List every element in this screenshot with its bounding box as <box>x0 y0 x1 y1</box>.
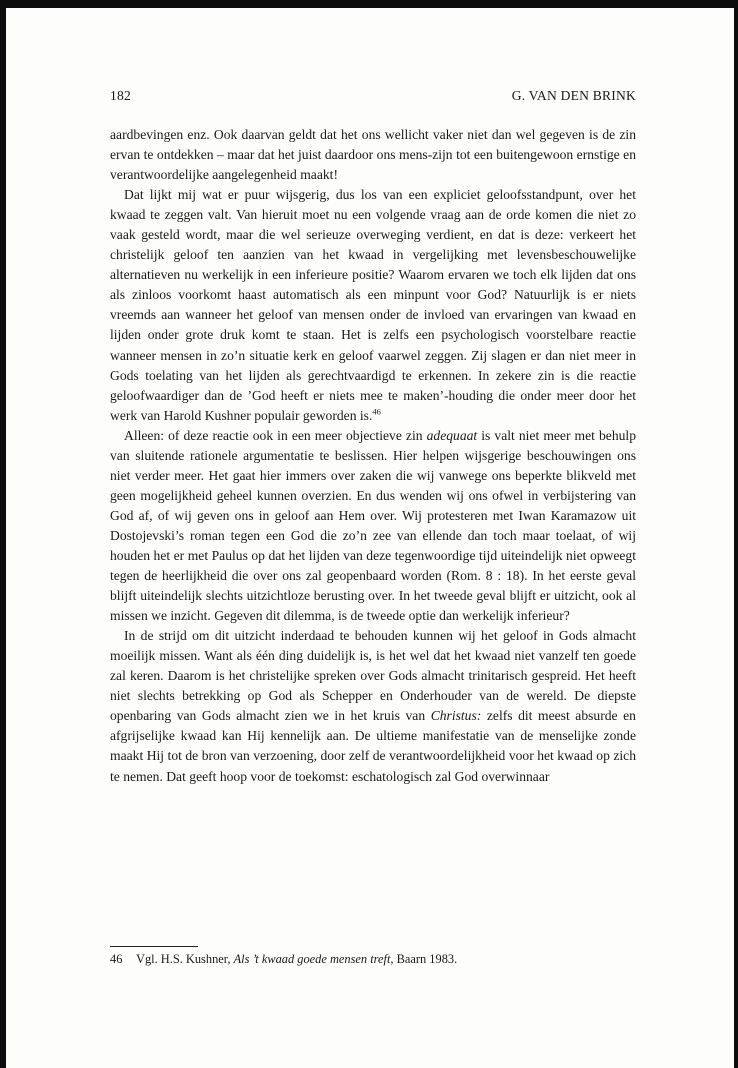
footnote-text-after: , Baarn 1983. <box>390 952 458 966</box>
paragraph-2-text: Dat lijkt mij wat er puur wijsgerig, dus los van een expliciet geloofsstandpunt, over het kwaad te zeggen valt. Van hieruit moet nu een volgende vraag aan de orde komen die niet zo vaak gesteld wordt, maar die wel serieuze overweging verdient, en dat is deze: verkeert het christelijk geloof ten aanzien van het kwaad in vergelijking met levensbeschouwelijke alternatieven nu werkelijk in een inferieure positie? Waarom ervaren we toch elk lijden dat ons als zinloos voorkomt haast automatisch als een minpunt voor God? Natuurlijk is er niets vreemds aan wanneer het geloof van mensen onder de invloed van ervaringen van kwaad en lijden onder grote druk komt te staan. Het is zelfs een psychologisch voorstelbare reactie wanneer mensen in zo’n situatie kerk en geloof vaarwel zeggen. Zij slagen er dan niet meer in Gods toelating van het lijden als gerechtvaardigd te erkennen. In zekere zin is die reactie geloofwaardiger dan de ’God heeft er niets mee te maken’-houding die onder meer door het werk van Harold Kushner populair geworden is. <box>110 187 636 423</box>
body-text <box>110 125 636 787</box>
paragraph-4 <box>110 626 636 786</box>
running-title: G. VAN DEN BRINK <box>511 88 636 103</box>
paragraph-4-text-after: zelfs dit meest absurde en afgrijselijke kwaad kan Hij kennelijk aan. De ultieme manifestatie van de menselijke zonde maakt Hij tot de bron van verzoening, door zelf de verantwoordelijkheid voor het kwaad op zich te nemen. Dat geeft hoop voor de toekomst: eschatologisch zal God overwinnaar <box>110 708 636 784</box>
paragraph-4-emphasis: Christus: <box>430 708 482 724</box>
paragraph-1 <box>110 125 636 185</box>
footnote-title: Als ’t kwaad goede mensen treft <box>233 952 391 966</box>
paragraph-1-text: aardbevingen enz. Ook daarvan geldt dat het ons wellicht vaker niet dan wel gegeven is de zin ervan te ontdekken – maar dat het juist daardoor ons mens-zijn tot een buitengewoon ernstige en verantwoordelijke aangelegenheid maakt! <box>110 127 636 183</box>
footnote-rule <box>110 946 198 947</box>
paragraph-4-text-before: In de strijd om dit uitzicht inderdaad te behouden kunnen wij het geloof in Gods almacht moeilijk missen. Want als één ding duidelijk is, is het wel dat het kwaad niet vanzelf ten goede zal keren. Daarom is het christelijke spreken over Gods almacht trinitarisch gespreid. Het heeft niet slechts betrekking op God als Schepper en Onderhouder van de wereld. De diepste openbaring van Gods almacht zien we in het kruis van <box>110 628 636 724</box>
footnote-text-before: Vgl. H.S. Kushner, <box>136 952 234 966</box>
paragraph-3-text-after: is valt niet meer met behulp van sluitende rationele argumentatie te beslissen. Hier helpen wijsgerige beschouwingen ons niet verder meer. Het gaat hier immers over zaken die wij vanwege ons beperkte blikveld met geen mogelijkheid geheel kunnen overzien. En dus wenden wij ons ofwel in verbijstering van God af, of wij geven ons in geloof aan Hem over. Wij protesteren met Iwan Karamazow uit Dostojevski’s roman tegen een God die zo’n zee van ellende dan toch maar toelaat, of wij houden het er met Paulus op dat het lijden van deze tegenwoordige tijd uiteindelijk niet opweegt tegen de heerlijkheid die over ons zal geopenbaard worden (Rom. 8 : 18). In het eerste geval blijft uiteindelijk slechts uitzichtloze berusting over. In het tweede geval blijft er uitzicht, ook al missen we inzicht. Gegeven dit dilemma, is de tweede optie dan werkelijk inferieur? <box>110 427 637 624</box>
page-number: 182 <box>110 88 131 103</box>
paragraph-2 <box>110 185 636 426</box>
paragraph-3-text-before: Alleen: of deze reactie ook in een meer objectieve zin <box>124 427 427 443</box>
footnote-reference: 46 <box>372 406 381 417</box>
paragraph-3 <box>110 426 636 626</box>
footnote <box>110 951 636 967</box>
paragraph-3-emphasis: adequaat <box>426 427 478 443</box>
footnote-number: 46 <box>110 952 123 966</box>
